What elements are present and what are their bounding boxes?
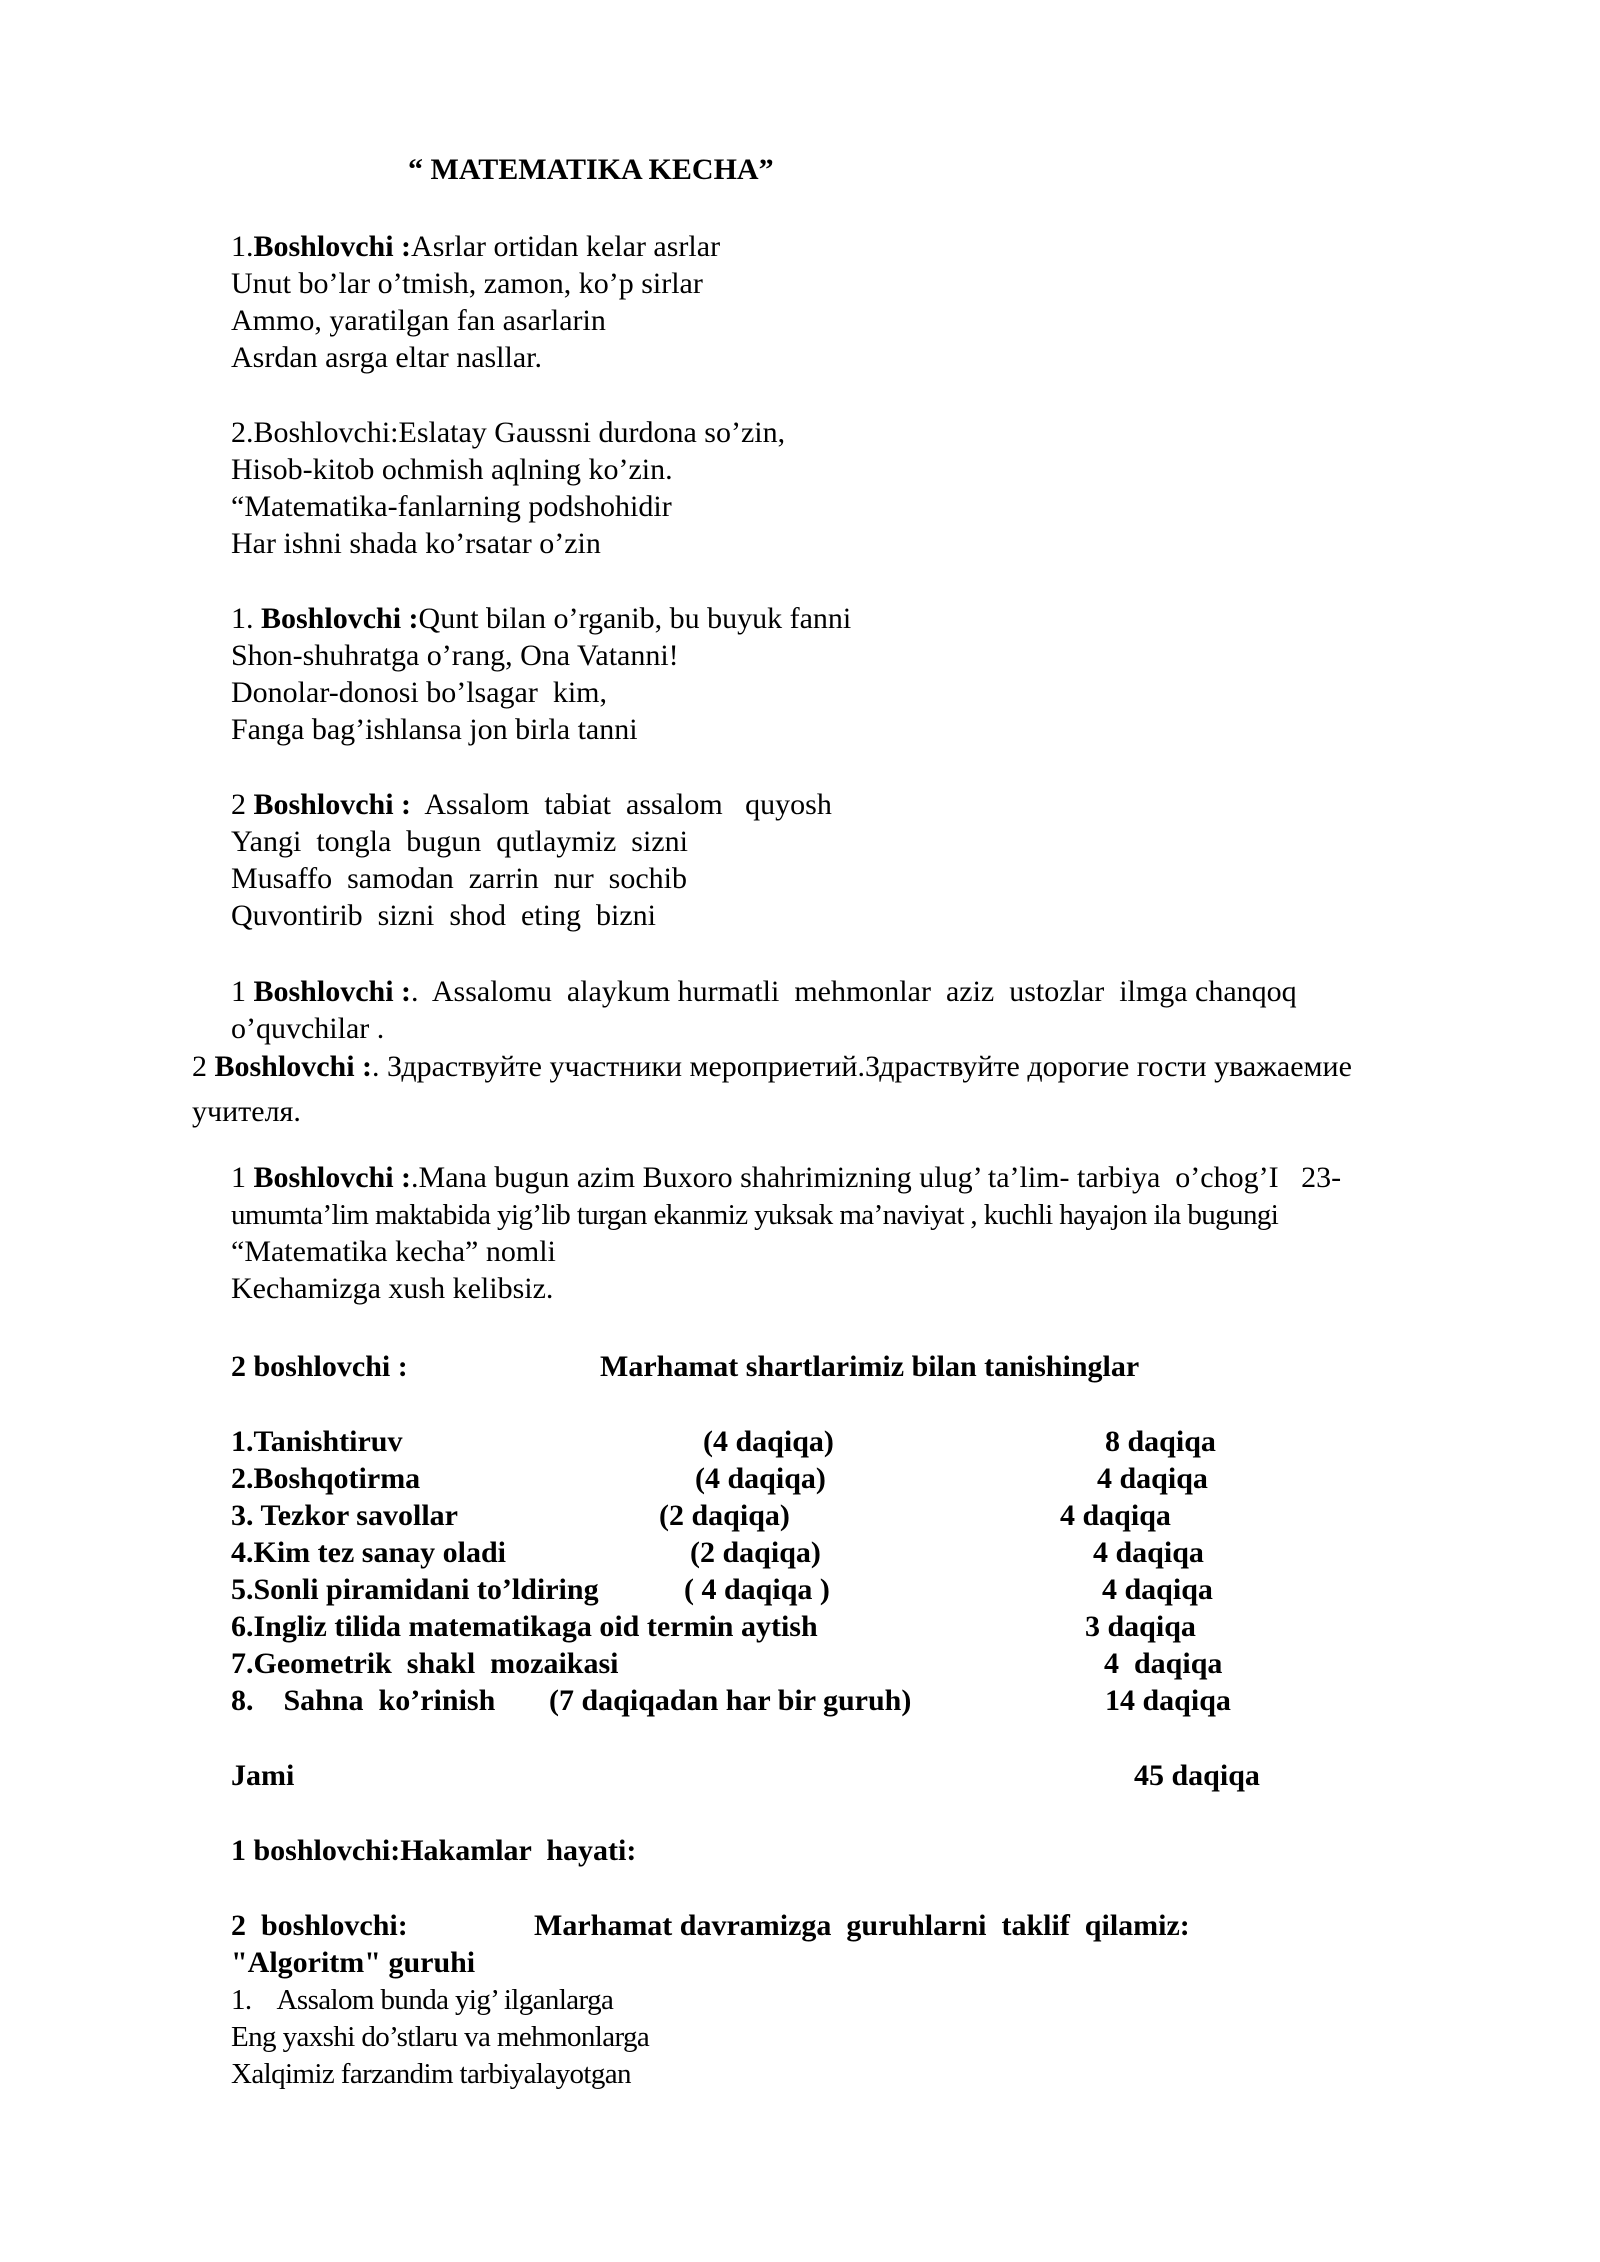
line-text: . Здраствуйте участники мероприетий.Здраствуйте дорогие гости уважаемие	[372, 1050, 1352, 1083]
agenda-item-name: 3. Tezkor savollar	[231, 1499, 458, 1532]
group-name: "Algoritm" guruhi	[231, 1946, 476, 1979]
stanza-line: Musaffo samodan zarrin nur sochib	[231, 862, 688, 895]
agenda-item-name: 1.Tanishtiruv	[231, 1425, 403, 1458]
agenda-item-name: 6.Ingliz tilida matematikaga oid termin aytish	[231, 1610, 818, 1643]
agenda-item-total: 14 daqiqa	[1105, 1684, 1231, 1717]
greeting-line	[192, 1049, 1352, 1085]
greeting-line: Kechamizga xush kelibsiz.	[231, 1272, 554, 1305]
invite-text: Marhamat davramizga guruhlarni taklif qilamiz:	[534, 1909, 1190, 1942]
agenda-item-per: (7 daqiqadan har bir guruh)	[549, 1684, 912, 1717]
line-number: 1.	[231, 230, 254, 263]
greeting-line: учителя.	[192, 1095, 301, 1128]
stanza-line: Donolar-donosi bo’lsagar kim,	[231, 676, 607, 709]
stanza-line: Ammo, yaratilgan fan asarlarin	[231, 304, 606, 337]
line-number: 1	[231, 1161, 254, 1194]
agenda-item-per: (2 daqiqa)	[659, 1499, 790, 1532]
page-title: “ MATEMATIKA KECHA”	[408, 153, 774, 186]
invite-speaker: 2 boshlovchi:	[231, 1909, 408, 1942]
stanza-line: Unut bo’lar o’tmish, zamon, ko’p sirlar	[231, 267, 703, 300]
agenda-item-total: 4 daqiqa	[1104, 1647, 1223, 1680]
stanza-first-line: 2.Boshlovchi:Eslatay Gaussni durdona so’zin,	[231, 416, 786, 449]
total-label: Jami	[231, 1759, 295, 1792]
stanza-line: Yangi tongla bugun qutlaymiz sizni	[231, 825, 688, 858]
stanza-first-line	[231, 787, 832, 823]
greeting-line: “Matematika kecha” nomli	[231, 1235, 556, 1268]
stanza-first-line	[231, 229, 720, 265]
agenda-item-per: (2 daqiqa)	[690, 1536, 821, 1569]
stanza-line: Hisob-kitob ochmish aqlning ko’zin.	[231, 453, 673, 486]
agenda-item-per: ( 4 daqiqa )	[684, 1573, 830, 1606]
rules-speaker: 2 boshlovchi :	[231, 1350, 408, 1383]
speaker-label: Boshlovchi :	[214, 1050, 373, 1083]
agenda-item-total: 3 daqiqa	[1085, 1610, 1196, 1643]
poem-line: Xalqimiz farzandim tarbiyalayotgan	[231, 2058, 631, 2090]
stanza-line: Fanga bag’ishlansa jon birla tanni	[231, 713, 638, 746]
speaker-label: Boshlovchi :	[253, 230, 412, 263]
agenda-item-name: 2.Boshqotirma	[231, 1462, 421, 1495]
speaker-label: Boshlovchi :	[261, 602, 419, 635]
agenda-item-total: 4 daqiqa	[1097, 1462, 1208, 1495]
speaker-label: Boshlovchi :	[253, 788, 412, 821]
agenda-item-total: 4 daqiqa	[1102, 1573, 1213, 1606]
stanza-line: Shon-shuhratga o’rang, Ona Vatanni!	[231, 639, 679, 672]
agenda-item-name: 7.Geometrik shakl mozaikasi	[231, 1647, 619, 1680]
agenda-item-name: 5.Sonli piramidani to’ldiring	[231, 1573, 599, 1606]
poem-line: 1. Assalom bunda yig’ ilganlarga	[231, 1984, 614, 2016]
agenda-item-total: 4 daqiqa	[1093, 1536, 1204, 1569]
greeting-line: umumta’lim maktabida yig’lib turgan ekanmiz yuksak ma’naviyat , kuchli hayajon ila bugungi	[231, 1199, 1279, 1231]
greeting-line: o’quvchilar .	[231, 1012, 385, 1045]
line-text: Assalom tabiat assalom quyosh	[411, 788, 832, 821]
speaker-label: Boshlovchi :	[253, 975, 412, 1008]
line-text: .Mana bugun azim Buxoro shahrimizning ulug’ ta’lim- tarbiya o’chog’I 23-	[411, 1161, 1342, 1194]
greeting-line	[231, 1160, 1341, 1196]
rules-text: Marhamat shartlarimiz bilan tanishinglar	[600, 1350, 1140, 1383]
agenda-item-name: 4.Kim tez sanay oladi	[231, 1536, 506, 1569]
judges-line: 1 boshlovchi:Hakamlar hayati:	[231, 1834, 637, 1867]
line-number: 1	[231, 975, 254, 1008]
line-text: . Assalomu alaykum hurmatli mehmonlar aziz ustozlar ilmga chanqoq	[411, 975, 1297, 1008]
agenda-item-name: 8. Sahna ko’rinish	[231, 1684, 496, 1717]
stanza-line: “Matematika-fanlarning podshohidir	[231, 490, 672, 523]
speaker-label: Boshlovchi :	[253, 1161, 412, 1194]
stanza-line: Quvontirib sizni shod eting bizni	[231, 899, 656, 932]
agenda-item-per: (4 daqiqa)	[703, 1425, 834, 1458]
line-number: 1.	[231, 602, 261, 635]
total-value: 45 daqiqa	[1134, 1759, 1260, 1792]
line-text: Qunt bilan o’rganib, bu buyuk fanni	[418, 602, 852, 635]
agenda-item-total: 8 daqiqa	[1105, 1425, 1216, 1458]
line-text: Asrlar ortidan kelar asrlar	[411, 230, 721, 263]
poem-line: Eng yaxshi do’stlaru va mehmonlarga	[231, 2021, 650, 2053]
agenda-item-per: (4 daqiqa)	[695, 1462, 826, 1495]
line-number: 2	[192, 1050, 215, 1083]
agenda-item-total: 4 daqiqa	[1060, 1499, 1171, 1532]
stanza-line: Har ishni shada ko’rsatar o’zin	[231, 527, 601, 560]
line-number: 2	[231, 788, 254, 821]
greeting-line	[231, 974, 1297, 1010]
stanza-first-line	[231, 601, 851, 637]
stanza-line: Asrdan asrga eltar nasllar.	[231, 341, 543, 374]
